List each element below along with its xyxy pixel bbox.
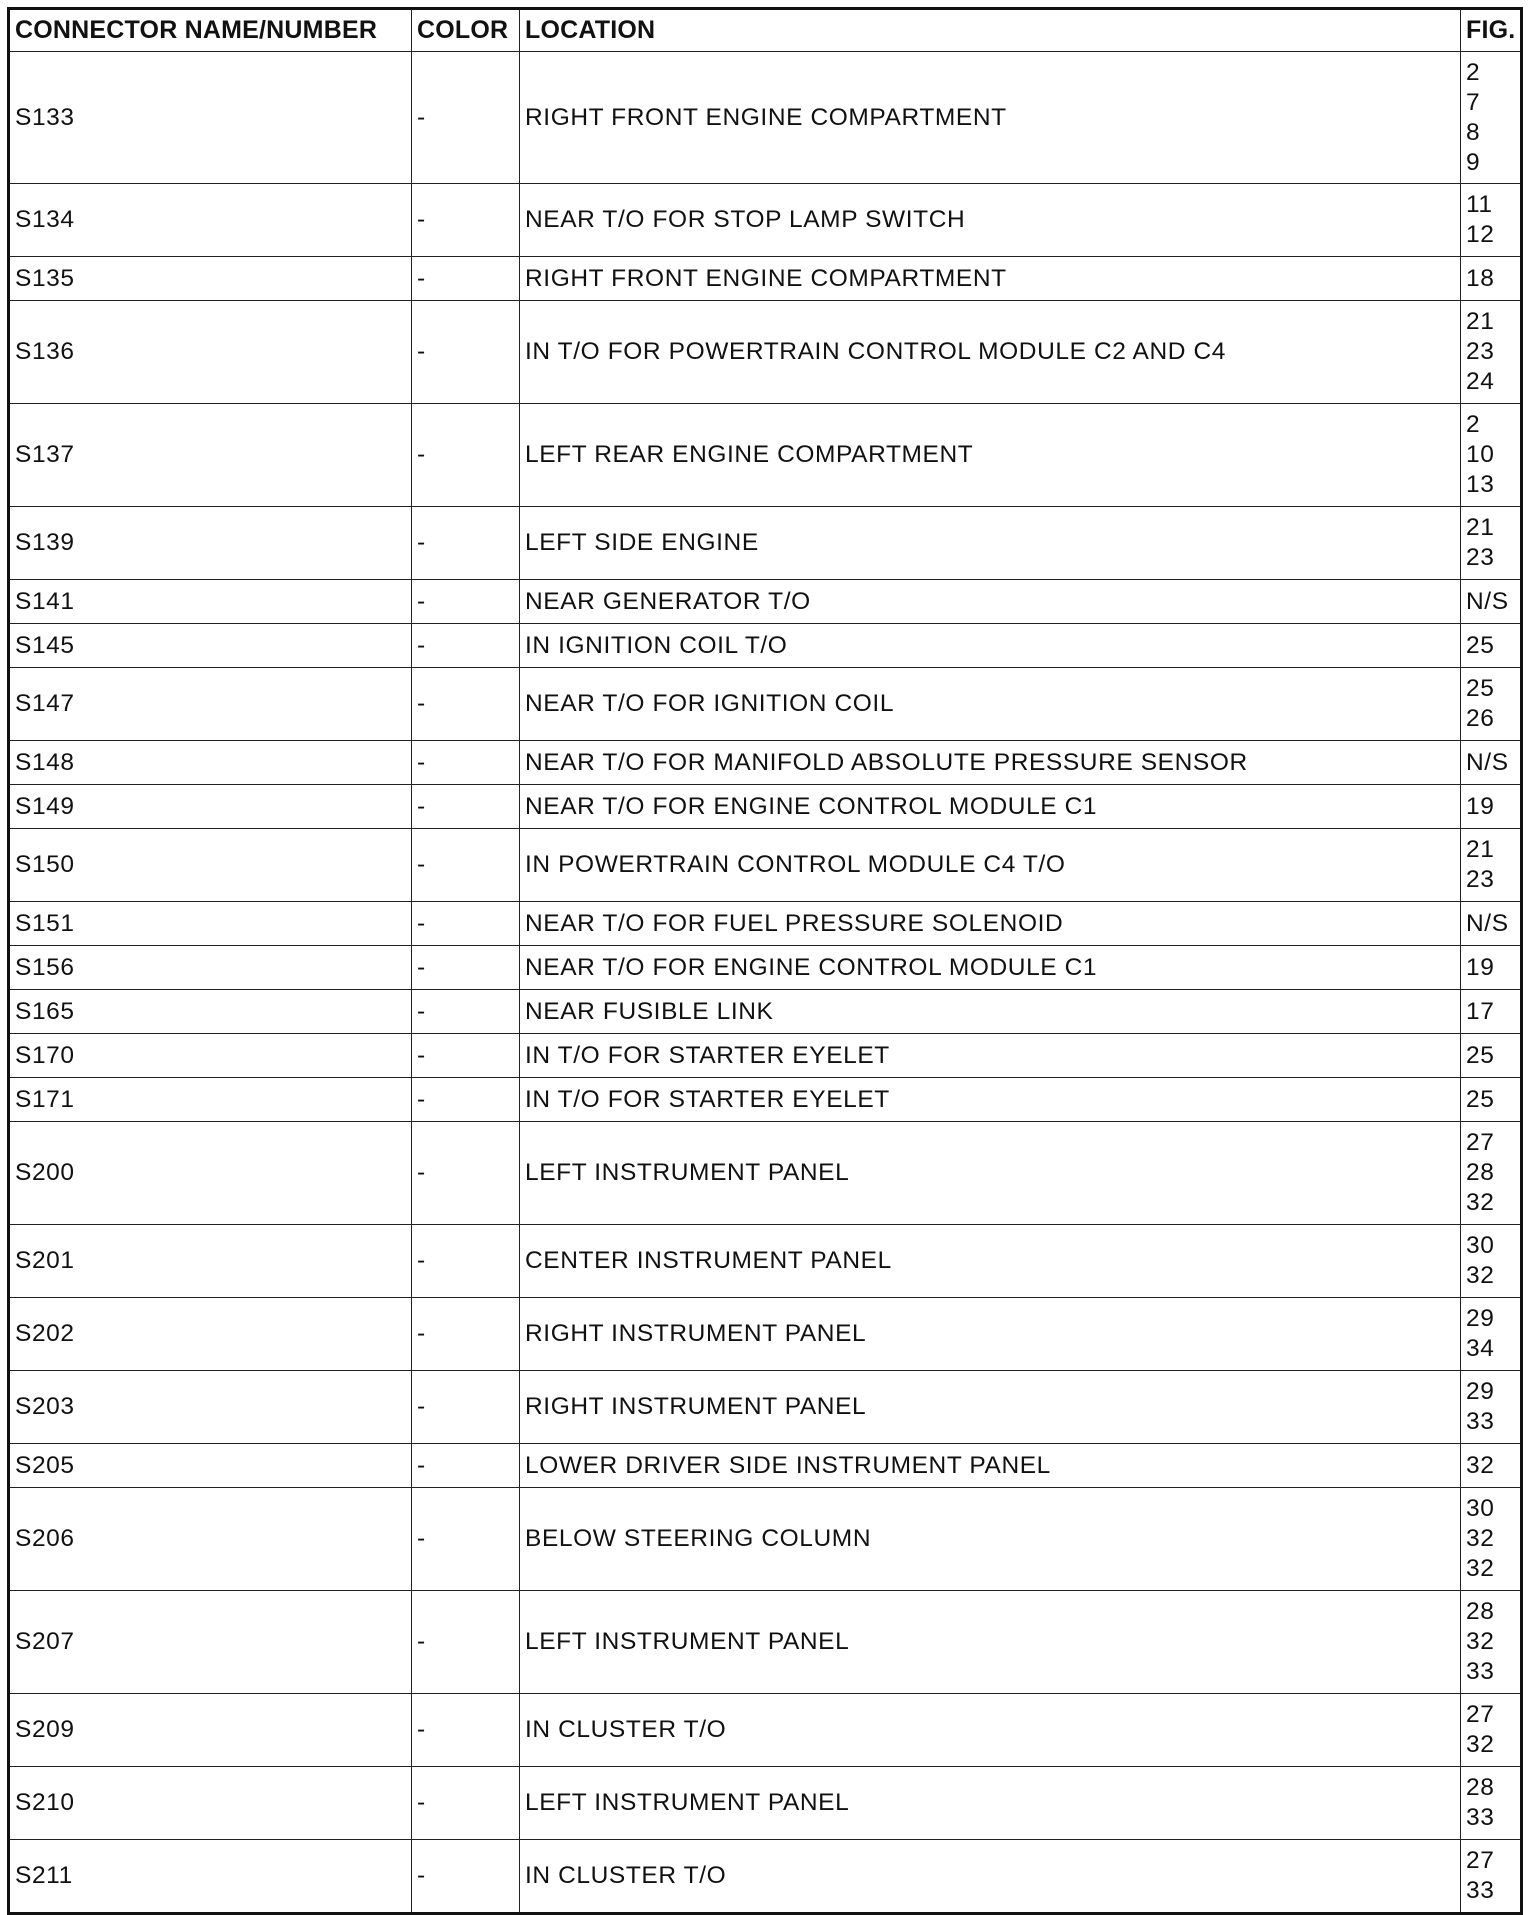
table-row [9, 1767, 1522, 1840]
fig-number: 34 [1466, 1335, 1495, 1362]
fig-number: 30 [1466, 1232, 1495, 1259]
color-cell: - [412, 902, 520, 946]
connector-cell: S148 [9, 741, 412, 785]
fig-number: 32 [1466, 1262, 1495, 1289]
table-row [9, 1444, 1522, 1488]
fig-cell [1461, 1488, 1522, 1591]
location-cell: LEFT INSTRUMENT PANEL [520, 1591, 1461, 1694]
fig-number: 27 [1466, 1847, 1495, 1874]
connector-cell: S165 [9, 990, 412, 1034]
header-location: LOCATION [520, 9, 1461, 52]
location-cell: LOWER DRIVER SIDE INSTRUMENT PANEL [520, 1444, 1461, 1488]
fig-number: 33 [1466, 1877, 1495, 1904]
location-cell: NEAR T/O FOR IGNITION COIL [520, 668, 1461, 741]
table-row [9, 1371, 1522, 1444]
color-cell: - [412, 507, 520, 580]
fig-number: 13 [1466, 471, 1495, 498]
color-cell: - [412, 1078, 520, 1122]
location-cell: RIGHT INSTRUMENT PANEL [520, 1371, 1461, 1444]
color-cell: - [412, 785, 520, 829]
fig-number: 29 [1466, 1305, 1495, 1332]
connector-cell: S171 [9, 1078, 412, 1122]
fig-cell [1461, 1078, 1522, 1122]
fig-cell [1461, 184, 1522, 257]
fig-number: 21 [1466, 836, 1495, 863]
color-cell: - [412, 301, 520, 404]
fig-number: 10 [1466, 441, 1495, 468]
connector-location-table [7, 7, 1523, 1915]
fig-number: 28 [1466, 1774, 1495, 1801]
fig-cell [1461, 1034, 1522, 1078]
fig-number: N/S [1466, 587, 1509, 615]
fig-number: 2 [1466, 411, 1481, 438]
color-cell: - [412, 257, 520, 301]
fig-number: 25 [1466, 675, 1495, 702]
header-fig: FIG. [1461, 9, 1522, 52]
connector-cell: S137 [9, 404, 412, 507]
connector-cell: S200 [9, 1122, 412, 1225]
color-cell: - [412, 1767, 520, 1840]
connector-cell: S139 [9, 507, 412, 580]
header-connector: CONNECTOR NAME/NUMBER [9, 9, 412, 52]
location-cell: LEFT INSTRUMENT PANEL [520, 1122, 1461, 1225]
location-cell: RIGHT INSTRUMENT PANEL [520, 1298, 1461, 1371]
color-cell: - [412, 580, 520, 624]
location-cell: IN IGNITION COIL T/O [520, 624, 1461, 668]
table-row [9, 184, 1522, 257]
connector-cell: S135 [9, 257, 412, 301]
fig-cell [1461, 1444, 1522, 1488]
connector-cell: S207 [9, 1591, 412, 1694]
fig-number: 21 [1466, 514, 1495, 541]
connector-cell: S134 [9, 184, 412, 257]
fig-cell [1461, 624, 1522, 668]
table-row [9, 1298, 1522, 1371]
fig-cell [1461, 1591, 1522, 1694]
location-cell: IN T/O FOR STARTER EYELET [520, 1034, 1461, 1078]
fig-number: 19 [1466, 953, 1495, 981]
connector-cell: S202 [9, 1298, 412, 1371]
fig-cell [1461, 404, 1522, 507]
connector-cell: S210 [9, 1767, 412, 1840]
fig-cell [1461, 946, 1522, 990]
connector-cell: S149 [9, 785, 412, 829]
location-cell: RIGHT FRONT ENGINE COMPARTMENT [520, 257, 1461, 301]
table-row [9, 52, 1522, 184]
fig-cell [1461, 52, 1522, 184]
table-row [9, 946, 1522, 990]
fig-cell [1461, 1694, 1522, 1767]
table-row [9, 580, 1522, 624]
fig-number: 33 [1466, 1804, 1495, 1831]
table-row [9, 257, 1522, 301]
color-cell: - [412, 624, 520, 668]
table-row [9, 829, 1522, 902]
table-row [9, 902, 1522, 946]
fig-number: 32 [1466, 1628, 1495, 1655]
fig-number: 33 [1466, 1408, 1495, 1435]
color-cell: - [412, 1371, 520, 1444]
fig-number: 8 [1466, 118, 1481, 146]
fig-number: N/S [1466, 909, 1509, 937]
fig-number: N/S [1466, 748, 1509, 776]
color-cell: - [412, 946, 520, 990]
table-row [9, 1840, 1522, 1914]
fig-cell [1461, 301, 1522, 404]
color-cell: - [412, 1488, 520, 1591]
fig-number: 28 [1466, 1598, 1495, 1625]
connector-cell: S151 [9, 902, 412, 946]
fig-number: 12 [1466, 221, 1495, 248]
fig-number: 25 [1466, 631, 1495, 659]
location-cell: NEAR T/O FOR ENGINE CONTROL MODULE C1 [520, 946, 1461, 990]
fig-number: 18 [1466, 264, 1495, 292]
fig-cell [1461, 1298, 1522, 1371]
color-cell: - [412, 741, 520, 785]
fig-number: 27 [1466, 1701, 1495, 1728]
fig-number: 32 [1466, 1451, 1495, 1479]
location-cell: NEAR GENERATOR T/O [520, 580, 1461, 624]
color-cell: - [412, 1840, 520, 1914]
connector-cell: S150 [9, 829, 412, 902]
color-cell: - [412, 52, 520, 184]
fig-number: 32 [1466, 1731, 1495, 1758]
color-cell: - [412, 1034, 520, 1078]
fig-number: 27 [1466, 1129, 1495, 1156]
fig-number: 11 [1466, 191, 1493, 218]
fig-number: 25 [1466, 1041, 1495, 1069]
fig-number: 33 [1466, 1658, 1495, 1685]
fig-number: 9 [1466, 148, 1481, 176]
location-cell: IN CLUSTER T/O [520, 1840, 1461, 1914]
fig-cell [1461, 257, 1522, 301]
location-cell: IN POWERTRAIN CONTROL MODULE C4 T/O [520, 829, 1461, 902]
fig-number: 23 [1466, 866, 1495, 893]
connector-cell: S206 [9, 1488, 412, 1591]
connector-cell: S156 [9, 946, 412, 990]
location-cell: LEFT SIDE ENGINE [520, 507, 1461, 580]
connector-cell: S136 [9, 301, 412, 404]
fig-number: 28 [1466, 1159, 1495, 1186]
table-row [9, 404, 1522, 507]
color-cell: - [412, 1298, 520, 1371]
color-cell: - [412, 1694, 520, 1767]
connector-cell: S141 [9, 580, 412, 624]
fig-number: 21 [1466, 308, 1495, 335]
fig-cell [1461, 1122, 1522, 1225]
connector-cell: S205 [9, 1444, 412, 1488]
fig-cell [1461, 580, 1522, 624]
fig-number: 32 [1466, 1189, 1495, 1216]
location-cell: RIGHT FRONT ENGINE COMPARTMENT [520, 52, 1461, 184]
fig-cell [1461, 1767, 1522, 1840]
location-cell: BELOW STEERING COLUMN [520, 1488, 1461, 1591]
fig-cell [1461, 1225, 1522, 1298]
fig-number: 30 [1466, 1495, 1495, 1522]
table-row [9, 301, 1522, 404]
connector-cell: S145 [9, 624, 412, 668]
fig-cell [1461, 668, 1522, 741]
location-cell: NEAR T/O FOR ENGINE CONTROL MODULE C1 [520, 785, 1461, 829]
color-cell: - [412, 404, 520, 507]
connector-cell: S209 [9, 1694, 412, 1767]
fig-cell [1461, 785, 1522, 829]
table-row [9, 1591, 1522, 1694]
location-cell: LEFT INSTRUMENT PANEL [520, 1767, 1461, 1840]
table-row [9, 1225, 1522, 1298]
location-cell: LEFT REAR ENGINE COMPARTMENT [520, 404, 1461, 507]
table-row [9, 624, 1522, 668]
fig-cell [1461, 902, 1522, 946]
fig-number: 23 [1466, 544, 1495, 571]
location-cell: IN CLUSTER T/O [520, 1694, 1461, 1767]
table-row [9, 1122, 1522, 1225]
table-row [9, 668, 1522, 741]
color-cell: - [412, 1122, 520, 1225]
location-cell: IN T/O FOR STARTER EYELET [520, 1078, 1461, 1122]
fig-cell [1461, 741, 1522, 785]
fig-number: 19 [1466, 792, 1495, 820]
table-row [9, 1488, 1522, 1591]
fig-cell [1461, 1840, 1522, 1914]
table-row [9, 785, 1522, 829]
fig-number: 29 [1466, 1378, 1495, 1405]
connector-cell: S203 [9, 1371, 412, 1444]
color-cell: - [412, 184, 520, 257]
color-cell: - [412, 1444, 520, 1488]
connector-cell: S147 [9, 668, 412, 741]
color-cell: - [412, 990, 520, 1034]
table-row [9, 990, 1522, 1034]
location-cell: NEAR T/O FOR STOP LAMP SWITCH [520, 184, 1461, 257]
fig-number: 24 [1466, 368, 1495, 395]
fig-number: 32 [1466, 1525, 1495, 1552]
fig-number: 26 [1466, 705, 1495, 732]
color-cell: - [412, 668, 520, 741]
table-row [9, 1034, 1522, 1078]
fig-number: 32 [1466, 1555, 1495, 1582]
location-cell: IN T/O FOR POWERTRAIN CONTROL MODULE C2 AND C4 [520, 301, 1461, 404]
fig-number: 2 [1466, 58, 1481, 86]
location-cell: CENTER INSTRUMENT PANEL [520, 1225, 1461, 1298]
connector-cell: S201 [9, 1225, 412, 1298]
fig-number: 25 [1466, 1085, 1495, 1113]
fig-number: 23 [1466, 338, 1495, 365]
header-row [9, 9, 1522, 52]
location-cell: NEAR FUSIBLE LINK [520, 990, 1461, 1034]
fig-number: 17 [1466, 997, 1495, 1025]
color-cell: - [412, 829, 520, 902]
connector-cell: S211 [9, 1840, 412, 1914]
table-row [9, 1694, 1522, 1767]
color-cell: - [412, 1225, 520, 1298]
connector-cell: S133 [9, 52, 412, 184]
header-color: COLOR [412, 9, 520, 52]
table-row [9, 1078, 1522, 1122]
connector-cell: S170 [9, 1034, 412, 1078]
fig-cell [1461, 507, 1522, 580]
fig-cell [1461, 990, 1522, 1034]
table-row [9, 507, 1522, 580]
location-cell: NEAR T/O FOR FUEL PRESSURE SOLENOID [520, 902, 1461, 946]
color-cell: - [412, 1591, 520, 1694]
fig-cell [1461, 1371, 1522, 1444]
fig-number: 7 [1466, 88, 1481, 116]
fig-cell [1461, 829, 1522, 902]
table-row [9, 741, 1522, 785]
location-cell: NEAR T/O FOR MANIFOLD ABSOLUTE PRESSURE SENSOR [520, 741, 1461, 785]
